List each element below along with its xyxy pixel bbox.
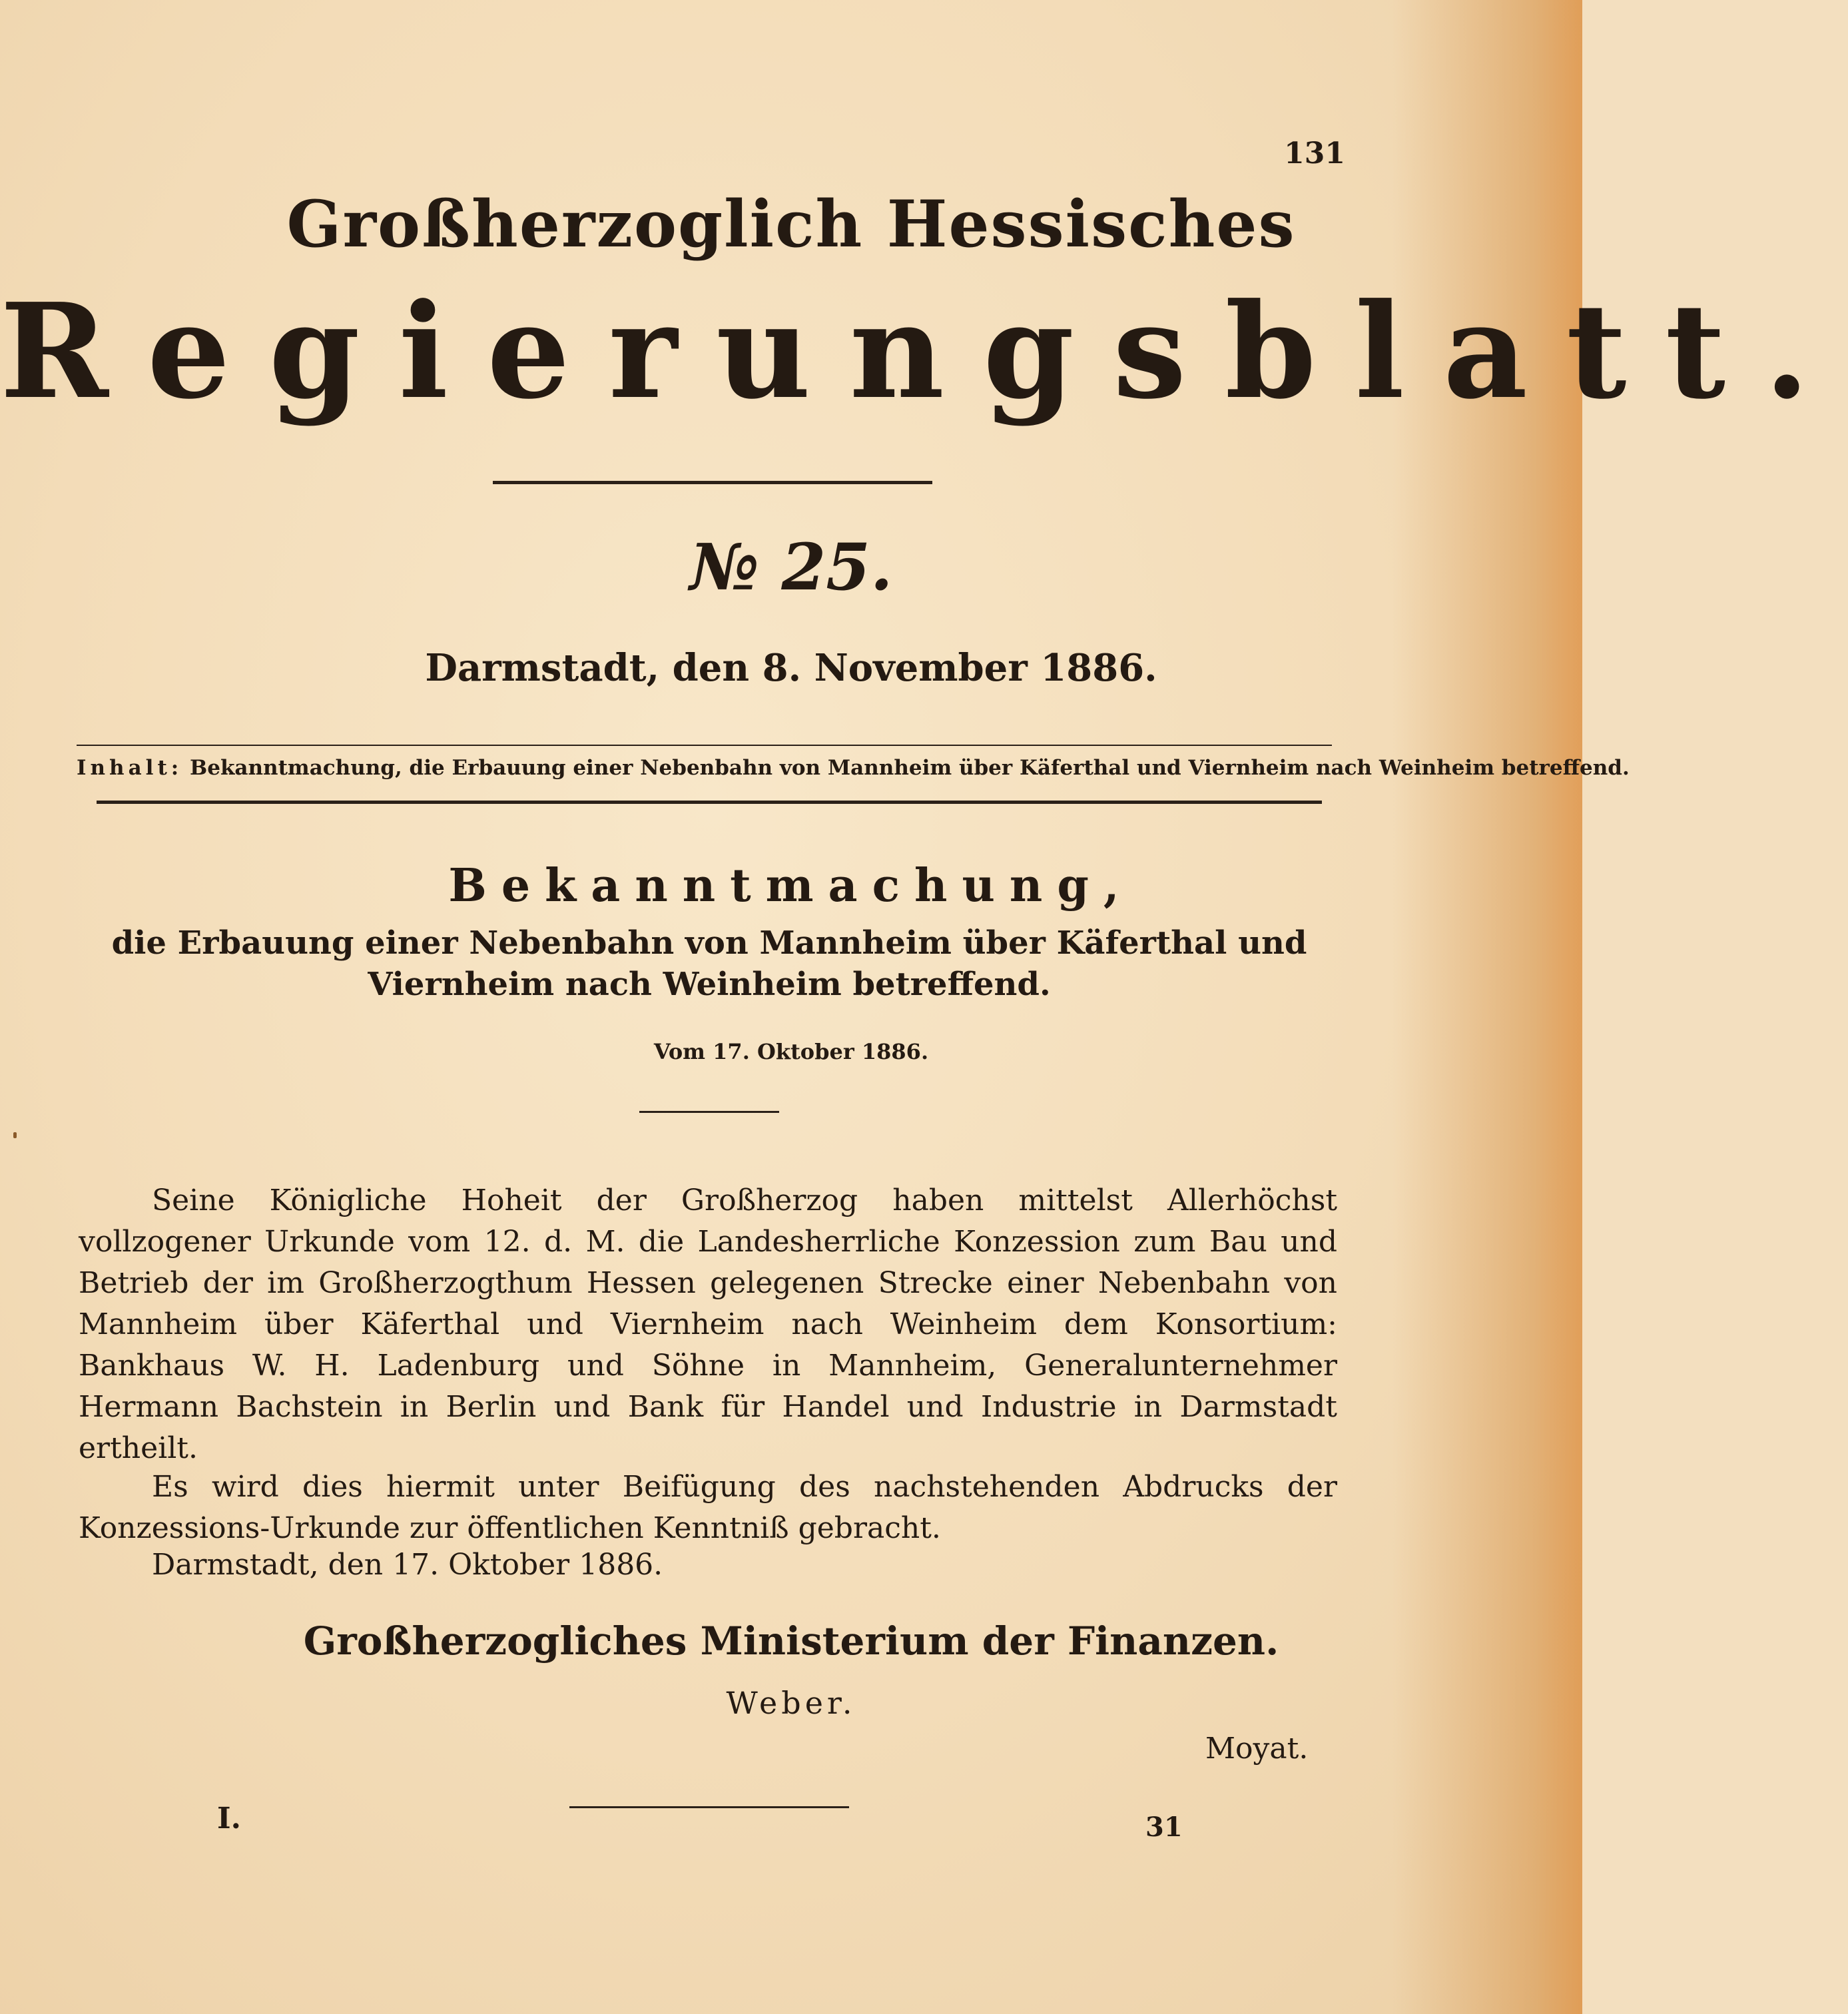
page-number: 131: [1284, 137, 1345, 170]
notice-subject: die Erbauung einer Nebenbahn von Mannheim über Käferthal und Viernheim nach Weinheim betreffend.: [111, 924, 1307, 1003]
signing-place-date: Darmstadt, den 17. Oktober 1886.: [152, 1548, 663, 1582]
minister-name: Weber.: [726, 1685, 856, 1721]
notice-divider: [639, 1111, 779, 1113]
contents-top-rule: [77, 745, 1332, 746]
body-paragraph-1: Seine Königliche Hoheit der Großherzog haben mittelst Allerhöchst vollzogener Urkunde vom 12. d. M. die Landesherrliche Konzession zum Bau und Betrieb der im Großherzogthum Hessen gelegenen Strecke einer Nebenbahn von Mannheim über Käferthal und Viernheim nach Weinheim dem Konsortium: Bankhaus W. H. Ladenburg und Söhne in Mannheim, Generalunternehmer Hermann Bachstein in Berlin und Bank für Handel und Industrie in Darmstadt ertheilt.: [79, 1183, 1337, 1465]
masthead-divider: [493, 481, 932, 484]
footer-signature-number: 31: [1145, 1812, 1183, 1843]
body-paragraph-2: Es wird dies hiermit unter Beifügung des nachstehenden Abdrucks der Konzessions-Urkunde zur öffentlichen Kenntniß gebracht.: [79, 1470, 1337, 1545]
contents-bottom-rule: [97, 801, 1322, 804]
contents-text: Bekanntmachung, die Erbauung einer Nebenbahn von Mannheim über Käferthal und Viernheim nach Weinheim betreffend.: [190, 756, 1630, 780]
paper-speck: [13, 1132, 17, 1138]
clerk-name: Moyat.: [1205, 1732, 1309, 1766]
contents-line: [77, 756, 1630, 780]
issue-number: № 25.: [689, 529, 893, 605]
contents-label: Inhalt:: [77, 756, 183, 780]
notice-date: Vom 17. Oktober 1886.: [653, 1039, 929, 1064]
masthead-title-line2: Regierungsblatt.: [0, 275, 1848, 428]
ministry-signature: Großherzogliches Ministerium der Finanzen.: [303, 1618, 1279, 1664]
notice-heading: Bekanntmachung,: [448, 859, 1134, 912]
masthead-title-line1: Großherzoglich Hessisches: [286, 186, 1296, 262]
footer-rule: [569, 1806, 849, 1808]
footer-sheet-mark: I.: [217, 1802, 241, 1836]
issue-date: Darmstadt, den 8. November 1886.: [425, 646, 1157, 690]
